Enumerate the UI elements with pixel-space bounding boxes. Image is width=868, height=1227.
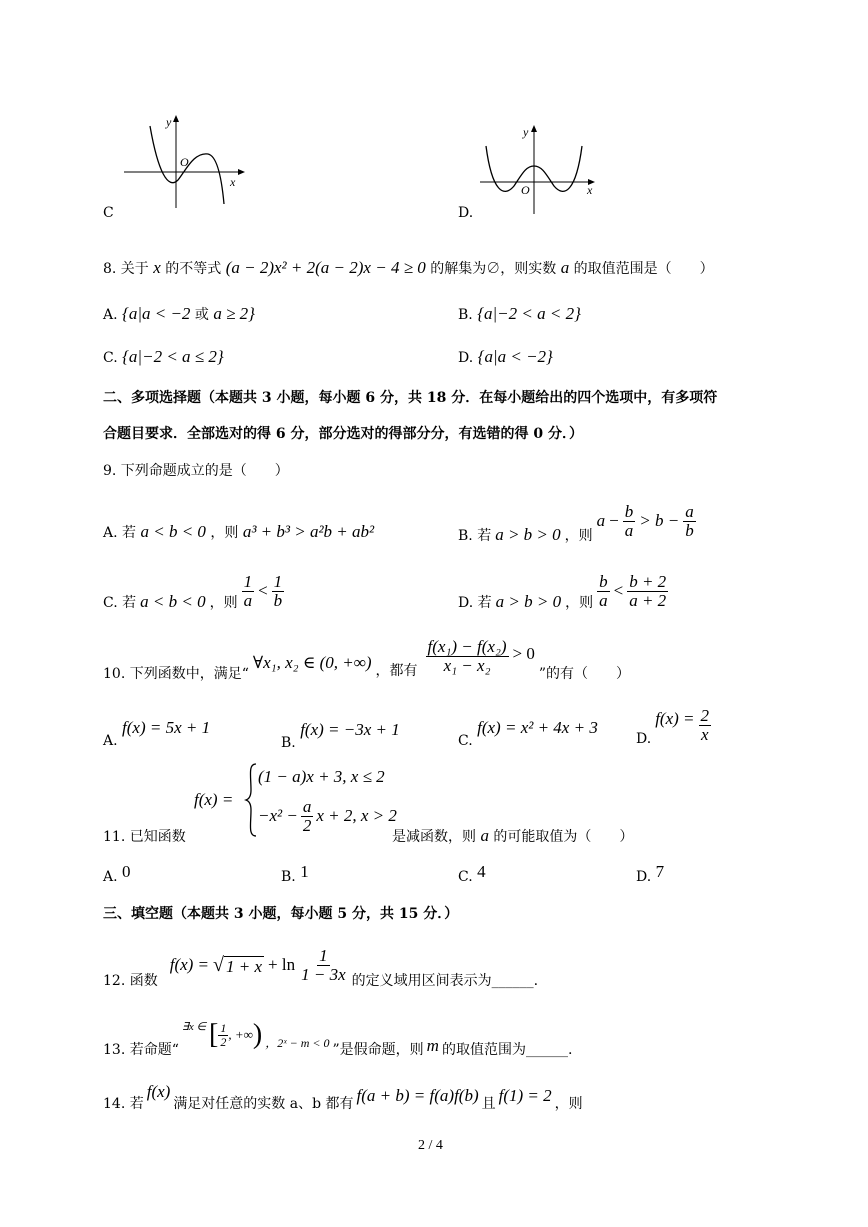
- q11-case1: (1 − a)x + 3, x ≤ 2: [258, 767, 385, 786]
- q9-option-c: [103, 566, 284, 616]
- q9-option-b-label: B. 若: [458, 528, 492, 544]
- graph-d-y-arrow: [531, 125, 537, 132]
- q10-option-a-value: f(x) = 5x + 1: [122, 718, 211, 737]
- q9-option-d-frac2-num: b + 2: [629, 571, 667, 591]
- q13-exists: ∃x ∈: [181, 1020, 207, 1033]
- section-2-heading-line2: 合题目要求．全部选对的得 6 分，部分选对的得部分分，有选错的得 0 分．）: [103, 426, 583, 442]
- q12-sqrt: √ 1 + x: [213, 953, 263, 976]
- q11-option-c-value: 4: [477, 862, 486, 881]
- graph-c-y-arrow: [173, 115, 179, 122]
- q10-option-c: [458, 718, 598, 749]
- q13-tail2: 的取值范围为______.: [441, 1042, 573, 1058]
- q9-option-b-gt: > b −: [639, 511, 680, 530]
- q9-option-b-minus: −: [609, 511, 619, 530]
- graph-c-x-arrow: [238, 169, 245, 175]
- q11-option-b: [281, 862, 309, 885]
- q8-option-a-part1: {a|a < −2: [122, 304, 191, 323]
- q11-option-c-label: C.: [458, 869, 473, 885]
- q12-function-name: f(x) =: [169, 955, 210, 974]
- q11-var-a: a: [480, 826, 489, 845]
- q9-option-b-then: ，则: [564, 528, 593, 544]
- q12-number: 12. 函数: [103, 973, 158, 989]
- q10-option-b: [281, 720, 400, 751]
- q8-option-b: [458, 304, 581, 324]
- q11-case2-frac: [301, 798, 314, 835]
- q8-tail: 的取值范围是（ ）: [573, 261, 714, 277]
- q8-mid: 的不等式: [165, 261, 222, 277]
- q9-option-c-frac1: [242, 573, 255, 610]
- graph-d-origin: O: [521, 183, 530, 197]
- q13-number: 13. 若命题“: [103, 1042, 179, 1058]
- q9-option-d-frac1-num: b: [599, 571, 608, 591]
- q9-option-b-cond: a > b > 0: [495, 525, 561, 544]
- q13-tail1: ”是假命题，则: [332, 1042, 424, 1058]
- q8-option-d-value: {a|a < −2}: [477, 347, 553, 366]
- q8-option-c-label: C.: [103, 350, 118, 366]
- q11-option-b-value: 1: [300, 862, 309, 881]
- q14-stem: [103, 1074, 583, 1114]
- q9-option-a-cond: a < b < 0: [140, 522, 206, 541]
- q11-case2-a: −x² −: [258, 806, 298, 826]
- q9-option-d-frac2: [627, 573, 668, 610]
- q11-option-b-label: B.: [281, 869, 296, 885]
- option-c-graph-label: C: [103, 205, 114, 221]
- q11-case2: [258, 798, 397, 835]
- graph-c: [118, 112, 258, 212]
- q12-frac: [299, 947, 348, 984]
- q8-option-b-label: B.: [458, 307, 473, 323]
- q12-sqrt-arg: 1 + x: [226, 956, 263, 976]
- graph-c-origin: O: [180, 155, 189, 169]
- q11-option-d-value: 7: [655, 862, 665, 881]
- q9-option-d-frac1-den: a: [599, 590, 608, 610]
- q10-option-b-value: f(x) = −3x + 1: [300, 720, 400, 739]
- q13-half-num: 1: [220, 1020, 227, 1035]
- q9-option-c-label: C. 若: [103, 595, 137, 611]
- q13-expr: ，2ˣ − m < 0: [265, 1035, 330, 1050]
- q11-tail: [392, 826, 633, 846]
- q9-option-a-expr: a³ + b³ > a²b + ab²: [242, 522, 375, 541]
- section-3-heading: 三、填空题（本题共 3 小题，每小题 5 分，共 15 分．）: [103, 906, 459, 922]
- q9-option-c-then: ，则: [209, 595, 238, 611]
- q10-option-c-label: C.: [458, 733, 473, 749]
- q14-tail: ，则: [554, 1096, 583, 1112]
- q9-option-c-frac2-num: 1: [273, 571, 283, 591]
- q12-frac-num: 1: [319, 945, 328, 965]
- q10-gt0: > 0: [512, 644, 535, 663]
- q13-half-den: 2: [220, 1034, 227, 1049]
- q9-option-a-label: A. 若: [103, 525, 137, 541]
- q13-inf: , +∞: [228, 1027, 253, 1042]
- q9-option-b-frac1-den: a: [624, 520, 634, 540]
- q10-frac-num: f(x₁) − f(x₂): [427, 636, 507, 656]
- graph-d-x-label: x: [587, 183, 593, 197]
- q9-option-b-frac1-num: b: [624, 501, 634, 521]
- q9-option-d: [458, 566, 668, 616]
- q11-option-c: [458, 862, 486, 885]
- q9-option-d-frac1: [597, 573, 610, 610]
- q10-option-d-frac-den: x: [700, 724, 709, 744]
- q8-option-a-or: 或: [194, 307, 209, 323]
- q11-option-a-value: 0: [122, 862, 131, 881]
- q9-option-c-cond: a < b < 0: [140, 592, 206, 611]
- q10-option-a-label: A.: [103, 733, 118, 749]
- q9-option-c-lt: <: [258, 581, 268, 600]
- q10-frac: [426, 638, 509, 675]
- q8-var-x: x: [153, 258, 161, 277]
- q13-var-m: m: [426, 1036, 439, 1055]
- q11-case2-frac-num: a: [302, 797, 312, 816]
- option-d-graph-label: D.: [458, 205, 474, 221]
- q11-case2-frac-den: 2: [302, 815, 312, 835]
- q8-stem: [103, 258, 714, 278]
- q9-option-b-frac1: [623, 503, 636, 540]
- q10-option-d-frac-num: 2: [700, 705, 709, 725]
- q8-number: 8. 关于: [103, 261, 149, 277]
- section-2-heading-line1: 二、多项选择题（本题共 3 小题，每小题 6 分，共 18 分．在每小题给出的四个选项中，有多项符: [103, 390, 718, 406]
- q11-option-a: [103, 862, 131, 885]
- q12-ln: + ln: [268, 955, 296, 974]
- q8-inequality: (a − 2)x² + 2(a − 2)x − 4 ≥ 0: [225, 258, 426, 277]
- q11-option-a-label: A.: [103, 869, 118, 885]
- q10-stem: [103, 626, 630, 686]
- q11-function-name: f(x) =: [194, 790, 234, 809]
- q10-option-c-value: f(x) = x² + 4x + 3: [477, 718, 598, 737]
- q12-stem: [103, 940, 538, 990]
- q8-option-d: [458, 347, 553, 367]
- q8-var-a: a: [560, 258, 570, 277]
- q9-stem: 9. 下列命题成立的是（ ）: [103, 463, 289, 479]
- q10-frac-den: x₁ − x₂: [443, 655, 491, 675]
- q12-tail: 的定义域用区间表示为______.: [351, 973, 539, 989]
- q11-case2-b: x + 2, x > 2: [316, 806, 397, 826]
- q11-number: 11. 已知函数: [103, 829, 186, 845]
- q13-interval: [ $\frac{1}{2}$ , +∞ ): [209, 1019, 263, 1050]
- q8-option-a: [103, 304, 255, 324]
- q14-fx: f(x): [146, 1082, 171, 1101]
- q9-option-b: [458, 500, 696, 556]
- q8-option-a-label: A.: [103, 307, 118, 323]
- q10-forall: ∀x₁, x₂ ∈ (0, +∞): [252, 653, 372, 672]
- graph-d-y-label: y: [523, 125, 529, 139]
- q9-option-b-frac2-num: a: [685, 501, 694, 521]
- q8-option-a-part2: a ≥ 2}: [213, 304, 255, 323]
- q9-option-d-then: ，则: [565, 595, 594, 611]
- q14-and: 且: [481, 1096, 496, 1112]
- q9-option-c-frac2: [272, 573, 285, 610]
- q10-tail: ”的有（ ）: [538, 666, 631, 682]
- q8-option-d-label: D.: [458, 350, 474, 366]
- q10-number: 10. 下列函数中，满足“: [103, 666, 249, 682]
- q14-equation: f(a + b) = f(a)f(b): [356, 1086, 479, 1105]
- q8-option-c-value: {a|−2 < a ≤ 2}: [122, 347, 224, 366]
- q10-have: ，都有: [375, 663, 418, 679]
- page-number: 2 / 4: [418, 1138, 443, 1153]
- q11-tail1: 是减函数，则: [392, 829, 476, 845]
- q9-option-d-frac2-den: a + 2: [629, 590, 667, 610]
- q9-option-a-then: ，则: [210, 525, 239, 541]
- q13-stem: [103, 1010, 572, 1060]
- q13-half: [218, 1022, 228, 1048]
- q10-option-d-label: D.: [636, 731, 652, 747]
- q9-option-d-cond: a > b > 0: [495, 592, 562, 611]
- q9-option-c-frac2-den: b: [273, 590, 283, 610]
- graph-c-x-label: x: [230, 175, 236, 189]
- q12-frac-den: 1 − 3x: [301, 964, 346, 984]
- q14-f1: f(1) = 2: [498, 1086, 552, 1105]
- q10-option-b-label: B.: [281, 735, 296, 751]
- graph-c-y-label: y: [166, 115, 172, 129]
- q9-option-b-frac2-den: b: [685, 520, 694, 540]
- q11-option-d: [636, 862, 665, 885]
- q9-option-b-frac2: [683, 503, 696, 540]
- q10-option-d-frac: [699, 707, 712, 744]
- q9-option-a: [103, 522, 374, 542]
- q10-option-d-f: f(x) =: [655, 709, 695, 728]
- graph-d: [478, 122, 608, 217]
- q10-option-a: [103, 718, 211, 749]
- q14-number: 14. 若: [103, 1096, 144, 1112]
- q9-option-c-frac1-num: 1: [243, 571, 253, 591]
- q11-option-d-label: D.: [636, 869, 652, 885]
- q8-after: 的解集为∅，则实数: [430, 261, 557, 277]
- q9-option-c-frac1-den: a: [243, 590, 253, 610]
- q8-option-c: [103, 347, 224, 367]
- q9-option-d-label: D. 若: [458, 595, 492, 611]
- q14-mid: 满足对任意的实数 a、b 都有: [173, 1096, 354, 1112]
- q11-tail2: 的可能取值为（ ）: [493, 829, 634, 845]
- q10-option-d: [636, 700, 711, 750]
- q9-option-d-lt: <: [613, 581, 624, 600]
- q9-option-b-a: a: [596, 511, 606, 530]
- q8-option-b-value: {a|−2 < a < 2}: [477, 304, 581, 323]
- q11-piecewise-brace: [244, 762, 258, 838]
